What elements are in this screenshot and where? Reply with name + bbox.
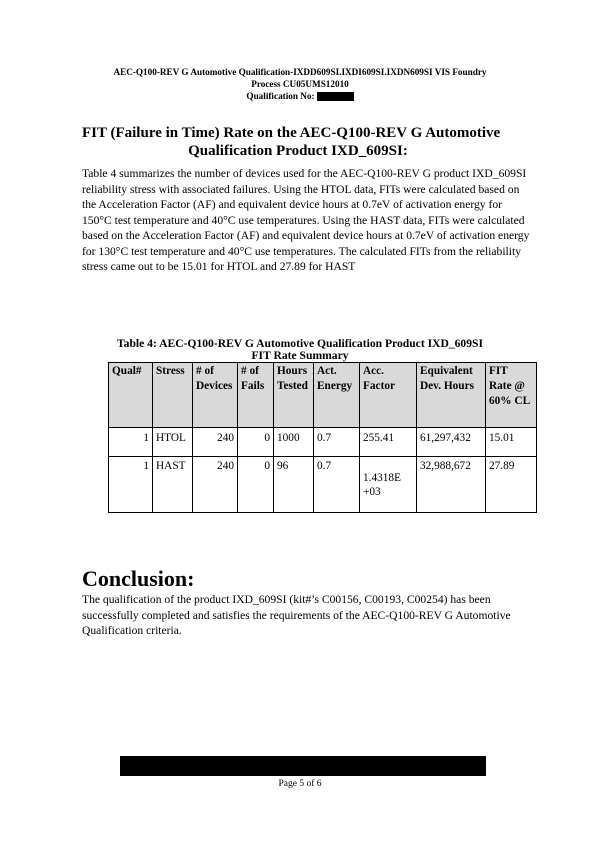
- footer-redaction-bar: [120, 756, 486, 776]
- cell-energy: 0.7: [314, 428, 360, 457]
- cell-acc-factor: 1.4318E +03: [360, 457, 417, 513]
- redaction-block: [317, 92, 354, 101]
- summary-paragraph: Table 4 summarizes the number of devices used for the AEC-Q100-REV G product IXD_609SI reliability stress with associated failures. Using the HTOL data, FITs were calculated based on the Acceleration Factor (AF) and equivalent device hours at 0.7eV of activation energy for 150°C test temperature and 40°C use temperatures. Using the HAST data, FITs were calculated based on the Acceleration Factor (AF) and equivalent device hours at 0.7eV of activation energy for 130°C test temperature and 40°C use temperatures. The calculated FITs from the reliability stress came out to be 15.01 for HTOL and 27.89 for HAST: [82, 167, 530, 273]
- cell-equiv-hours: 32,988,672: [417, 457, 486, 513]
- table-caption-line-1: Table 4: AEC-Q100-REV G Automotive Qualification Product IXD_609SI: [117, 337, 483, 350]
- header-cell-acc-factor: Acc. Factor: [360, 363, 417, 428]
- cell-hours: 1000: [274, 428, 314, 457]
- header-line-2: Process CU05UMS12010: [251, 79, 349, 89]
- cell-devices: 240: [193, 457, 238, 513]
- header-cell-qual: Qual#: [109, 363, 153, 428]
- cell-devices: 240: [193, 428, 238, 457]
- cell-qual: 1: [109, 457, 153, 513]
- header-line-1: AEC-Q100-REV G Automotive Qualification-IXDD609SI.IXDI609SI.IXDN609SI VIS Foundry: [113, 67, 487, 77]
- table-header-row: [109, 363, 537, 428]
- header-cell-equiv-hours: Equivalent Dev. Hours: [417, 363, 486, 428]
- cell-stress: HTOL: [153, 428, 193, 457]
- table-row: [109, 457, 537, 513]
- page-number: Page 5 of 6: [278, 779, 322, 789]
- header-cell-devices: # of Devices: [193, 363, 238, 428]
- header-cell-fit-rate: FIT Rate @ 60% CL: [486, 363, 537, 428]
- header-cell-energy: Act. Energy: [314, 363, 360, 428]
- table-caption-line-2: FIT Rate Summary: [251, 349, 349, 362]
- conclusion-paragraph: The qualification of the product IXD_609SI (kit#’s C00156, C00193, C00254) has been successfully completed and satisfies the requirements of the AEC-Q100-REV G Automotive Qualification criteria.: [82, 593, 511, 637]
- header-qualification: [0, 90, 600, 102]
- header-cell-stress: Stress: [153, 363, 193, 428]
- qualification-label: Qualification No:: [246, 91, 315, 101]
- header-cell-hours: Hours Tested: [274, 363, 314, 428]
- cell-hours: 96: [274, 457, 314, 513]
- section-title-line-1: FIT (Failure in Time) Rate on the AEC-Q100-REV G Automotive: [82, 125, 501, 141]
- fit-rate-table: [108, 362, 537, 513]
- cell-fit-rate: 27.89: [486, 457, 537, 513]
- cell-stress: HAST: [153, 457, 193, 513]
- section-title-line-2: Qualification Product IXD_609SI:: [188, 143, 408, 159]
- table-caption: [0, 338, 600, 362]
- section-title: [82, 124, 522, 160]
- cell-equiv-hours: 61,297,432: [417, 428, 486, 457]
- cell-qual: 1: [109, 428, 153, 457]
- cell-fit-rate: 15.01: [486, 428, 537, 457]
- cell-fails: 0: [238, 428, 274, 457]
- cell-energy: 0.7: [314, 457, 360, 513]
- conclusion-heading: Conclusion:: [82, 566, 195, 591]
- table-row: [109, 428, 537, 457]
- header-cell-fails: # of Fails: [238, 363, 274, 428]
- cell-acc-factor: 255.41: [360, 428, 417, 457]
- cell-fails: 0: [238, 457, 274, 513]
